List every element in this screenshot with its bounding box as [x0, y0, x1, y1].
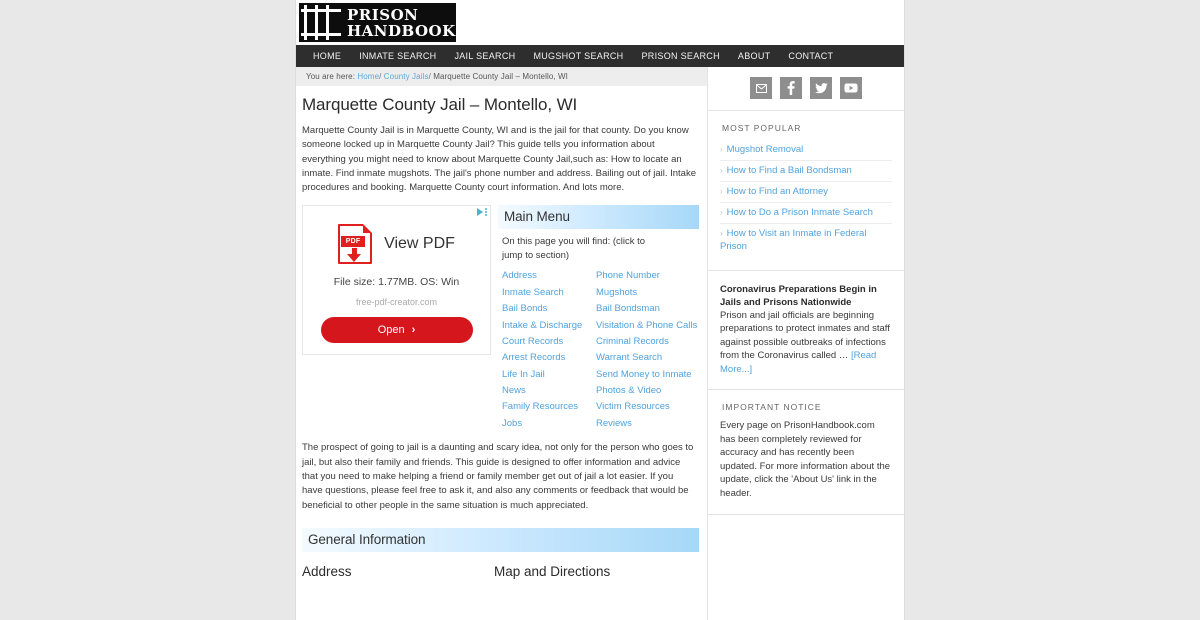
featured-post-widget: [708, 271, 904, 390]
article-entry: [296, 95, 707, 579]
nav-item-about[interactable]: ABOUT: [737, 51, 771, 61]
menu-link-send-money-to-inmate[interactable]: Send Money to Inmate: [596, 368, 692, 380]
popular-link-visit-inmate-federal-prison[interactable]: › How to Visit an Inmate in Federal Prison: [720, 228, 867, 252]
address-subheading: Address: [302, 563, 352, 579]
list-item: [720, 161, 892, 182]
ad-display-url: free-pdf-creator.com: [355, 297, 438, 308]
menu-link-criminal-records[interactable]: Criminal Records: [596, 335, 669, 347]
menu-link-inmate-search[interactable]: Inmate Search: [502, 286, 564, 298]
youtube-icon[interactable]: [840, 77, 862, 99]
breadcrumb-current: Marquette County Jail – Montello, WI: [433, 72, 568, 81]
site-logo[interactable]: [299, 3, 456, 42]
menu-link-warrant-search[interactable]: Warrant Search: [596, 352, 663, 364]
menu-link-life-in-jail[interactable]: Life In Jail: [502, 368, 545, 380]
menu-link-intake-discharge[interactable]: Intake & Discharge: [502, 319, 583, 331]
menu-link-news[interactable]: News: [502, 384, 526, 396]
menu-link-bail-bondsman[interactable]: Bail Bondsman: [596, 303, 660, 315]
menu-link-arrest-records[interactable]: Arrest Records: [502, 352, 566, 364]
more-options-icon[interactable]: [485, 208, 487, 216]
chevron-right-icon: ›: [720, 187, 723, 196]
nav-item-contact[interactable]: CONTACT: [788, 51, 834, 61]
sidebar: [708, 67, 904, 620]
menu-link-mugshots[interactable]: Mugshots: [596, 286, 638, 298]
empty-sidebar-widget: [708, 515, 904, 620]
nav-item-prison-search[interactable]: PRISON SEARCH: [641, 51, 720, 61]
important-notice-body: Every page on PrisonHandbook.com has been completely reviewed for accuracy and has recently been updated. For more information about the update, click the 'About Us' link in the header.: [720, 420, 891, 499]
nav-item-jail-search[interactable]: JAIL SEARCH: [454, 51, 516, 61]
ad-and-menu-row: [302, 205, 699, 432]
popular-link-find-bail-bondsman[interactable]: › How to Find a Bail Bondsman: [720, 165, 852, 176]
ad-subtitle: File size: 1.77MB. OS: Win: [333, 276, 460, 289]
breadcrumb-separator-2: /: [428, 72, 431, 81]
ad-title: View PDF: [384, 235, 455, 253]
list-item: [720, 140, 892, 161]
ad-headline-row: [303, 224, 490, 264]
featured-post-title[interactable]: Coronavirus Preparations Begin in Jails and Prisons Nationwide: [720, 284, 877, 308]
menu-link-visitation-phone-calls[interactable]: Visitation & Phone Calls: [596, 319, 698, 331]
popular-link-prison-inmate-search[interactable]: › How to Do a Prison Inmate Search: [720, 207, 873, 218]
menu-link-reviews[interactable]: Reviews: [596, 417, 632, 429]
nav-item-inmate-search[interactable]: INMATE SEARCH: [359, 51, 437, 61]
menu-link-family-resources[interactable]: Family Resources: [502, 401, 579, 413]
menu-link-phone-number[interactable]: Phone Number: [596, 270, 660, 282]
twitter-icon[interactable]: [810, 77, 832, 99]
general-information-row: [302, 564, 699, 579]
site-container: [295, 0, 905, 620]
article-closing-paragraph: The prospect of going to jail is a daunting and scary idea, not only for the person who goes to jail, but also their family and friends. This guide is designed to offer information and advice that you need to make helping a friend or family member get out of jail a lot easier. If you have questions, please feel free to ask it, and also any comments or feedback that would be beneficial to other people in the same situation is much appreciated.: [302, 442, 694, 511]
menu-link-photos-video[interactable]: Photos & Video: [596, 384, 662, 396]
list-item: [720, 182, 892, 203]
main-menu-widget: [491, 205, 699, 432]
read-more-link[interactable]: [Read More...]: [720, 350, 877, 375]
menu-link-jobs[interactable]: Jobs: [502, 417, 523, 429]
breadcrumb: [296, 67, 707, 86]
important-notice-title: IMPORTANT NOTICE: [722, 402, 822, 413]
most-popular-list: [720, 140, 892, 257]
chevron-right-icon: ›: [720, 145, 723, 154]
adchoices-icon[interactable]: [477, 208, 483, 216]
article-intro-paragraph: Marquette County Jail is in Marquette County, WI and is the jail for that county. Do you know someone locked up in Marquette County Jail? This guide tells you information about everything you might need to know about Marquette County Jail,such as: How to locate an inmate. Find inmate mugshots. The jail's phone number and address. Bailing out of jail. Intake procedures and booking. Marquette County court information. And lots more.: [302, 125, 696, 194]
most-popular-widget: [708, 111, 904, 271]
list-item: [720, 224, 892, 257]
breadcrumb-link-home[interactable]: Home: [357, 72, 380, 81]
logo-line-1: PRISON: [347, 5, 419, 24]
breadcrumb-link-county-jails[interactable]: County Jails: [383, 72, 429, 81]
important-notice-widget: [708, 390, 904, 515]
primary-navigation: [296, 45, 904, 67]
main-menu-heading: Main Menu: [498, 205, 699, 229]
logo-wordmark: [345, 7, 456, 39]
chevron-right-icon: ›: [720, 166, 723, 175]
social-links-widget: [708, 67, 904, 111]
pdf-icon-label: PDF: [341, 236, 365, 247]
main-menu-link-grid: [502, 268, 699, 432]
menu-link-court-records[interactable]: Court Records: [502, 335, 564, 347]
email-icon[interactable]: [750, 77, 772, 99]
most-popular-title: MOST POPULAR: [722, 123, 802, 133]
chevron-right-icon: ›: [411, 324, 416, 337]
breadcrumb-separator-1: /: [379, 72, 382, 81]
popular-link-mugshot-removal[interactable]: › Mugshot Removal: [720, 144, 804, 155]
pdf-document-icon: [338, 224, 372, 264]
ad-open-button-label: Open: [377, 324, 405, 337]
menu-link-victim-resources[interactable]: Victim Resources: [596, 401, 670, 413]
advertisement-unit[interactable]: [302, 205, 491, 355]
menu-link-bail-bonds[interactable]: Bail Bonds: [502, 303, 548, 315]
list-item: [720, 203, 892, 224]
popular-link-find-attorney[interactable]: › How to Find an Attorney: [720, 186, 829, 197]
site-header: [296, 0, 904, 45]
breadcrumb-prefix: You are here:: [306, 72, 356, 81]
ad-open-button[interactable]: [321, 317, 473, 343]
featured-post-excerpt: [720, 309, 892, 376]
general-information-heading: General Information: [302, 528, 699, 552]
page-title: Marquette County Jail – Montello, WI: [302, 95, 578, 114]
featured-post-excerpt-text: Prison and jail officials are beginning preparations to protect inmates and staff against possible outbreaks of infections from the Coronavirus called …: [720, 310, 890, 362]
nav-item-mugshot-search[interactable]: MUGSHOT SEARCH: [533, 51, 624, 61]
site-body: [296, 67, 904, 620]
facebook-icon[interactable]: [780, 77, 802, 99]
content-column: [296, 67, 708, 620]
ad-choices-controls[interactable]: [477, 208, 487, 216]
menu-link-address[interactable]: Address: [502, 270, 537, 282]
main-menu-intro: On this page you will find: (click to jump to section): [502, 236, 646, 262]
prison-bars-icon: [299, 3, 345, 42]
map-directions-subheading: Map and Directions: [494, 563, 611, 579]
chevron-right-icon: ›: [720, 229, 723, 238]
nav-item-home[interactable]: HOME: [313, 51, 342, 61]
chevron-right-icon: ›: [720, 208, 723, 217]
logo-line-2: HANDBOOK: [347, 21, 456, 40]
